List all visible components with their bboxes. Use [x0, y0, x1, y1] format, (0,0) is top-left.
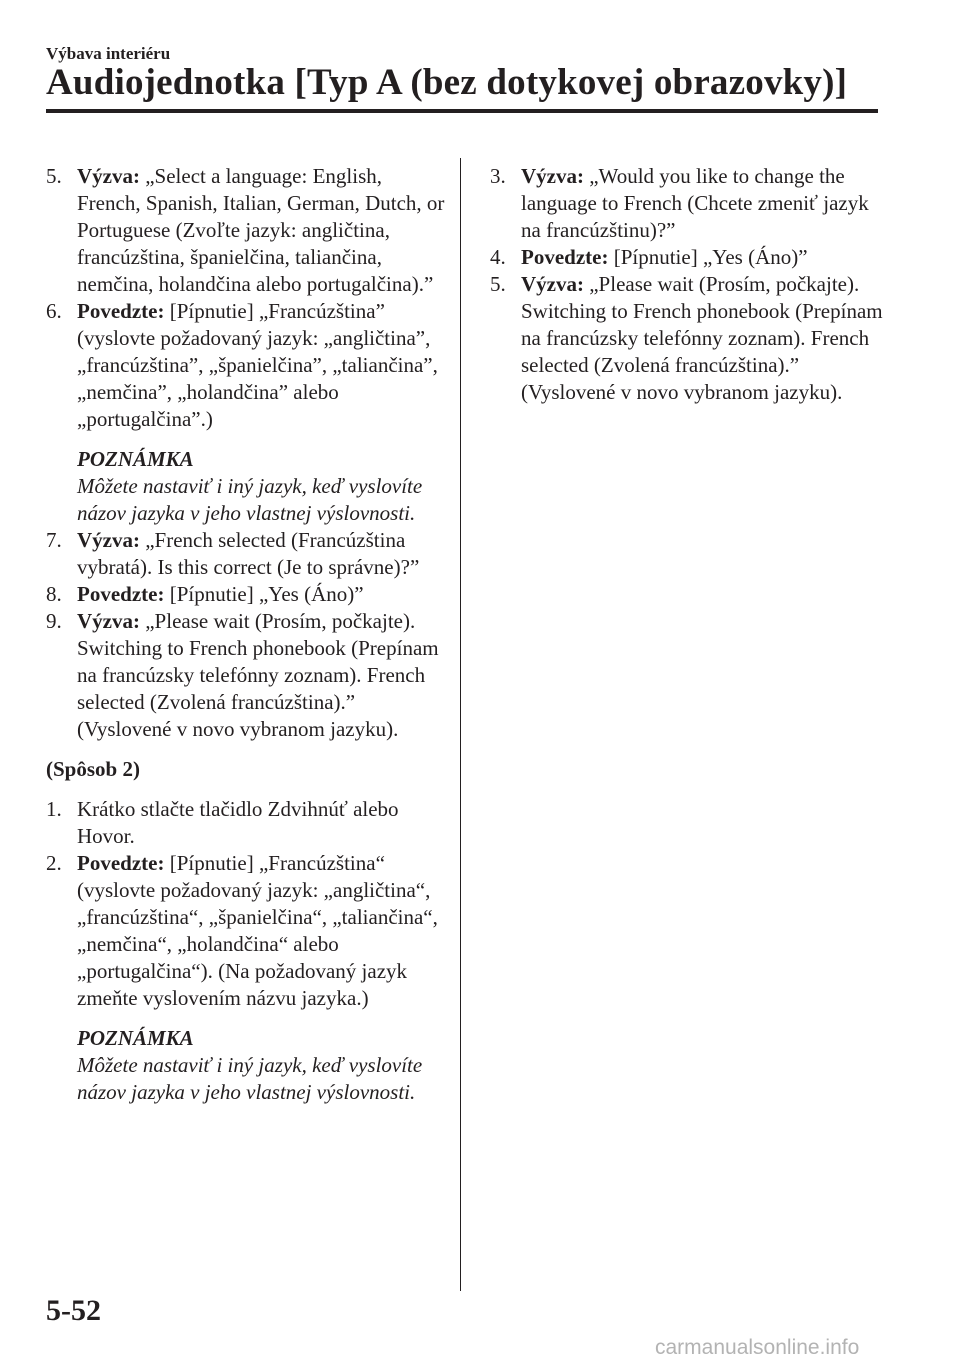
step-number: 5.: [490, 272, 506, 296]
step-content: „Select a language: English, French, Spanish, Italian, German, Dutch, or Portuguese (Zvoľte jazyk: angličtina, francúzština, španielčina, taliančina, nemčina, holandčina alebo portugalčina).”: [77, 164, 445, 296]
note-box: [77, 1025, 446, 1106]
watermark-link[interactable]: carmanualsonline.info: [655, 1336, 860, 1359]
step-content: „French selected (Francúzština vybratá). Is this correct (Je to správne)?”: [77, 528, 420, 579]
right-column: [490, 163, 890, 406]
step-label: Výzva:: [521, 272, 584, 296]
step-4: [490, 244, 890, 271]
note-text: Môžete nastaviť i iný jazyk, keď vyslovíte názov jazyka v jeho vlastnej výslovnosti.: [77, 1053, 423, 1104]
step-5: [46, 163, 446, 298]
step-label: Povedzte:: [521, 245, 609, 269]
step-text: [77, 527, 446, 581]
left-column: [46, 163, 446, 1106]
step-text: [77, 581, 446, 608]
step-label: Výzva:: [77, 609, 140, 633]
page-number: 5-52: [46, 1294, 101, 1327]
step-number: 1.: [46, 797, 62, 821]
step-7: [46, 527, 446, 581]
step-label: Výzva:: [77, 528, 140, 552]
note-box: [77, 446, 446, 527]
step-text: [521, 163, 890, 244]
step-label: Výzva:: [77, 164, 140, 188]
step-content: [Pípnutie] „Yes (Áno)”: [608, 245, 808, 269]
step-number: 6.: [46, 299, 62, 323]
step-6: [46, 298, 446, 433]
step-text: [521, 271, 890, 406]
step-content: „Please wait (Prosím, počkajte). Switching to French phonebook (Prepínam na francúzsky telefónny zoznam). French selected (Zvolená francúzština).” (Vyslovené v novo vybranom jazyku).: [77, 609, 439, 741]
note-title: POZNÁMKA: [77, 447, 194, 471]
method2-step-2: [46, 850, 446, 1012]
step-number: 3.: [490, 164, 506, 188]
step-content: „Would you like to change the language to French (Chcete zmeniť jazyk na francúzštinu)?”: [521, 164, 869, 242]
step-number: 5.: [46, 164, 62, 188]
note-title: POZNÁMKA: [77, 1026, 194, 1050]
page-title: Audiojednotka [Typ A (bez dotykovej obrazovky)]: [46, 62, 848, 103]
step-text: [77, 298, 446, 433]
step-content: [Pípnutie] „Yes (Áno)”: [164, 582, 364, 606]
method-heading: (Spôsob 2): [46, 757, 140, 781]
step-text: [77, 608, 446, 743]
step-number: 4.: [490, 245, 506, 269]
step-3: [490, 163, 890, 244]
step-number: 8.: [46, 582, 62, 606]
step-label: Povedzte:: [77, 299, 165, 323]
step-label: Výzva:: [521, 164, 584, 188]
step-5: [490, 271, 890, 406]
section-label: Výbava interiéru: [46, 44, 171, 63]
step-content: [Pípnutie] „Francúzština” (vyslovte požadovaný jazyk: „angličtina”, „francúzština”, „španielčina”, „taliančina”, „nemčina”, „holandčina” alebo „portugalčina”.): [77, 299, 438, 431]
header-rule: [46, 109, 878, 113]
step-content: Krátko stlačte tlačidlo Zdvihnúť alebo Hovor.: [77, 797, 399, 848]
step-label: Povedzte:: [77, 851, 165, 875]
step-label: Povedzte:: [77, 582, 165, 606]
column-divider: [460, 158, 461, 1291]
step-content: „Please wait (Prosím, počkajte). Switching to French phonebook (Prepínam na francúzsky telefónny zoznam). French selected (Zvolená francúzština).” (Vyslovené v novo vybranom jazyku).: [521, 272, 883, 404]
step-number: 2.: [46, 851, 62, 875]
step-content: [Pípnutie] „Francúzština“ (vyslovte požadovaný jazyk: „angličtina“, „francúzština“, „španielčina“, „taliančina“, „nemčina“, „holandčina“ alebo „portugalčina“). (Na požadovaný jazyk zmeňte vyslovením názvu jazyka.): [77, 851, 438, 1010]
step-text: [521, 244, 890, 271]
step-8: [46, 581, 446, 608]
step-text: [77, 850, 446, 1012]
step-9: [46, 608, 446, 743]
step-number: 9.: [46, 609, 62, 633]
method2-step-1: [46, 796, 446, 850]
note-text: Môžete nastaviť i iný jazyk, keď vyslovíte názov jazyka v jeho vlastnej výslovnosti.: [77, 474, 423, 525]
step-text: [77, 163, 446, 298]
step-number: 7.: [46, 528, 62, 552]
